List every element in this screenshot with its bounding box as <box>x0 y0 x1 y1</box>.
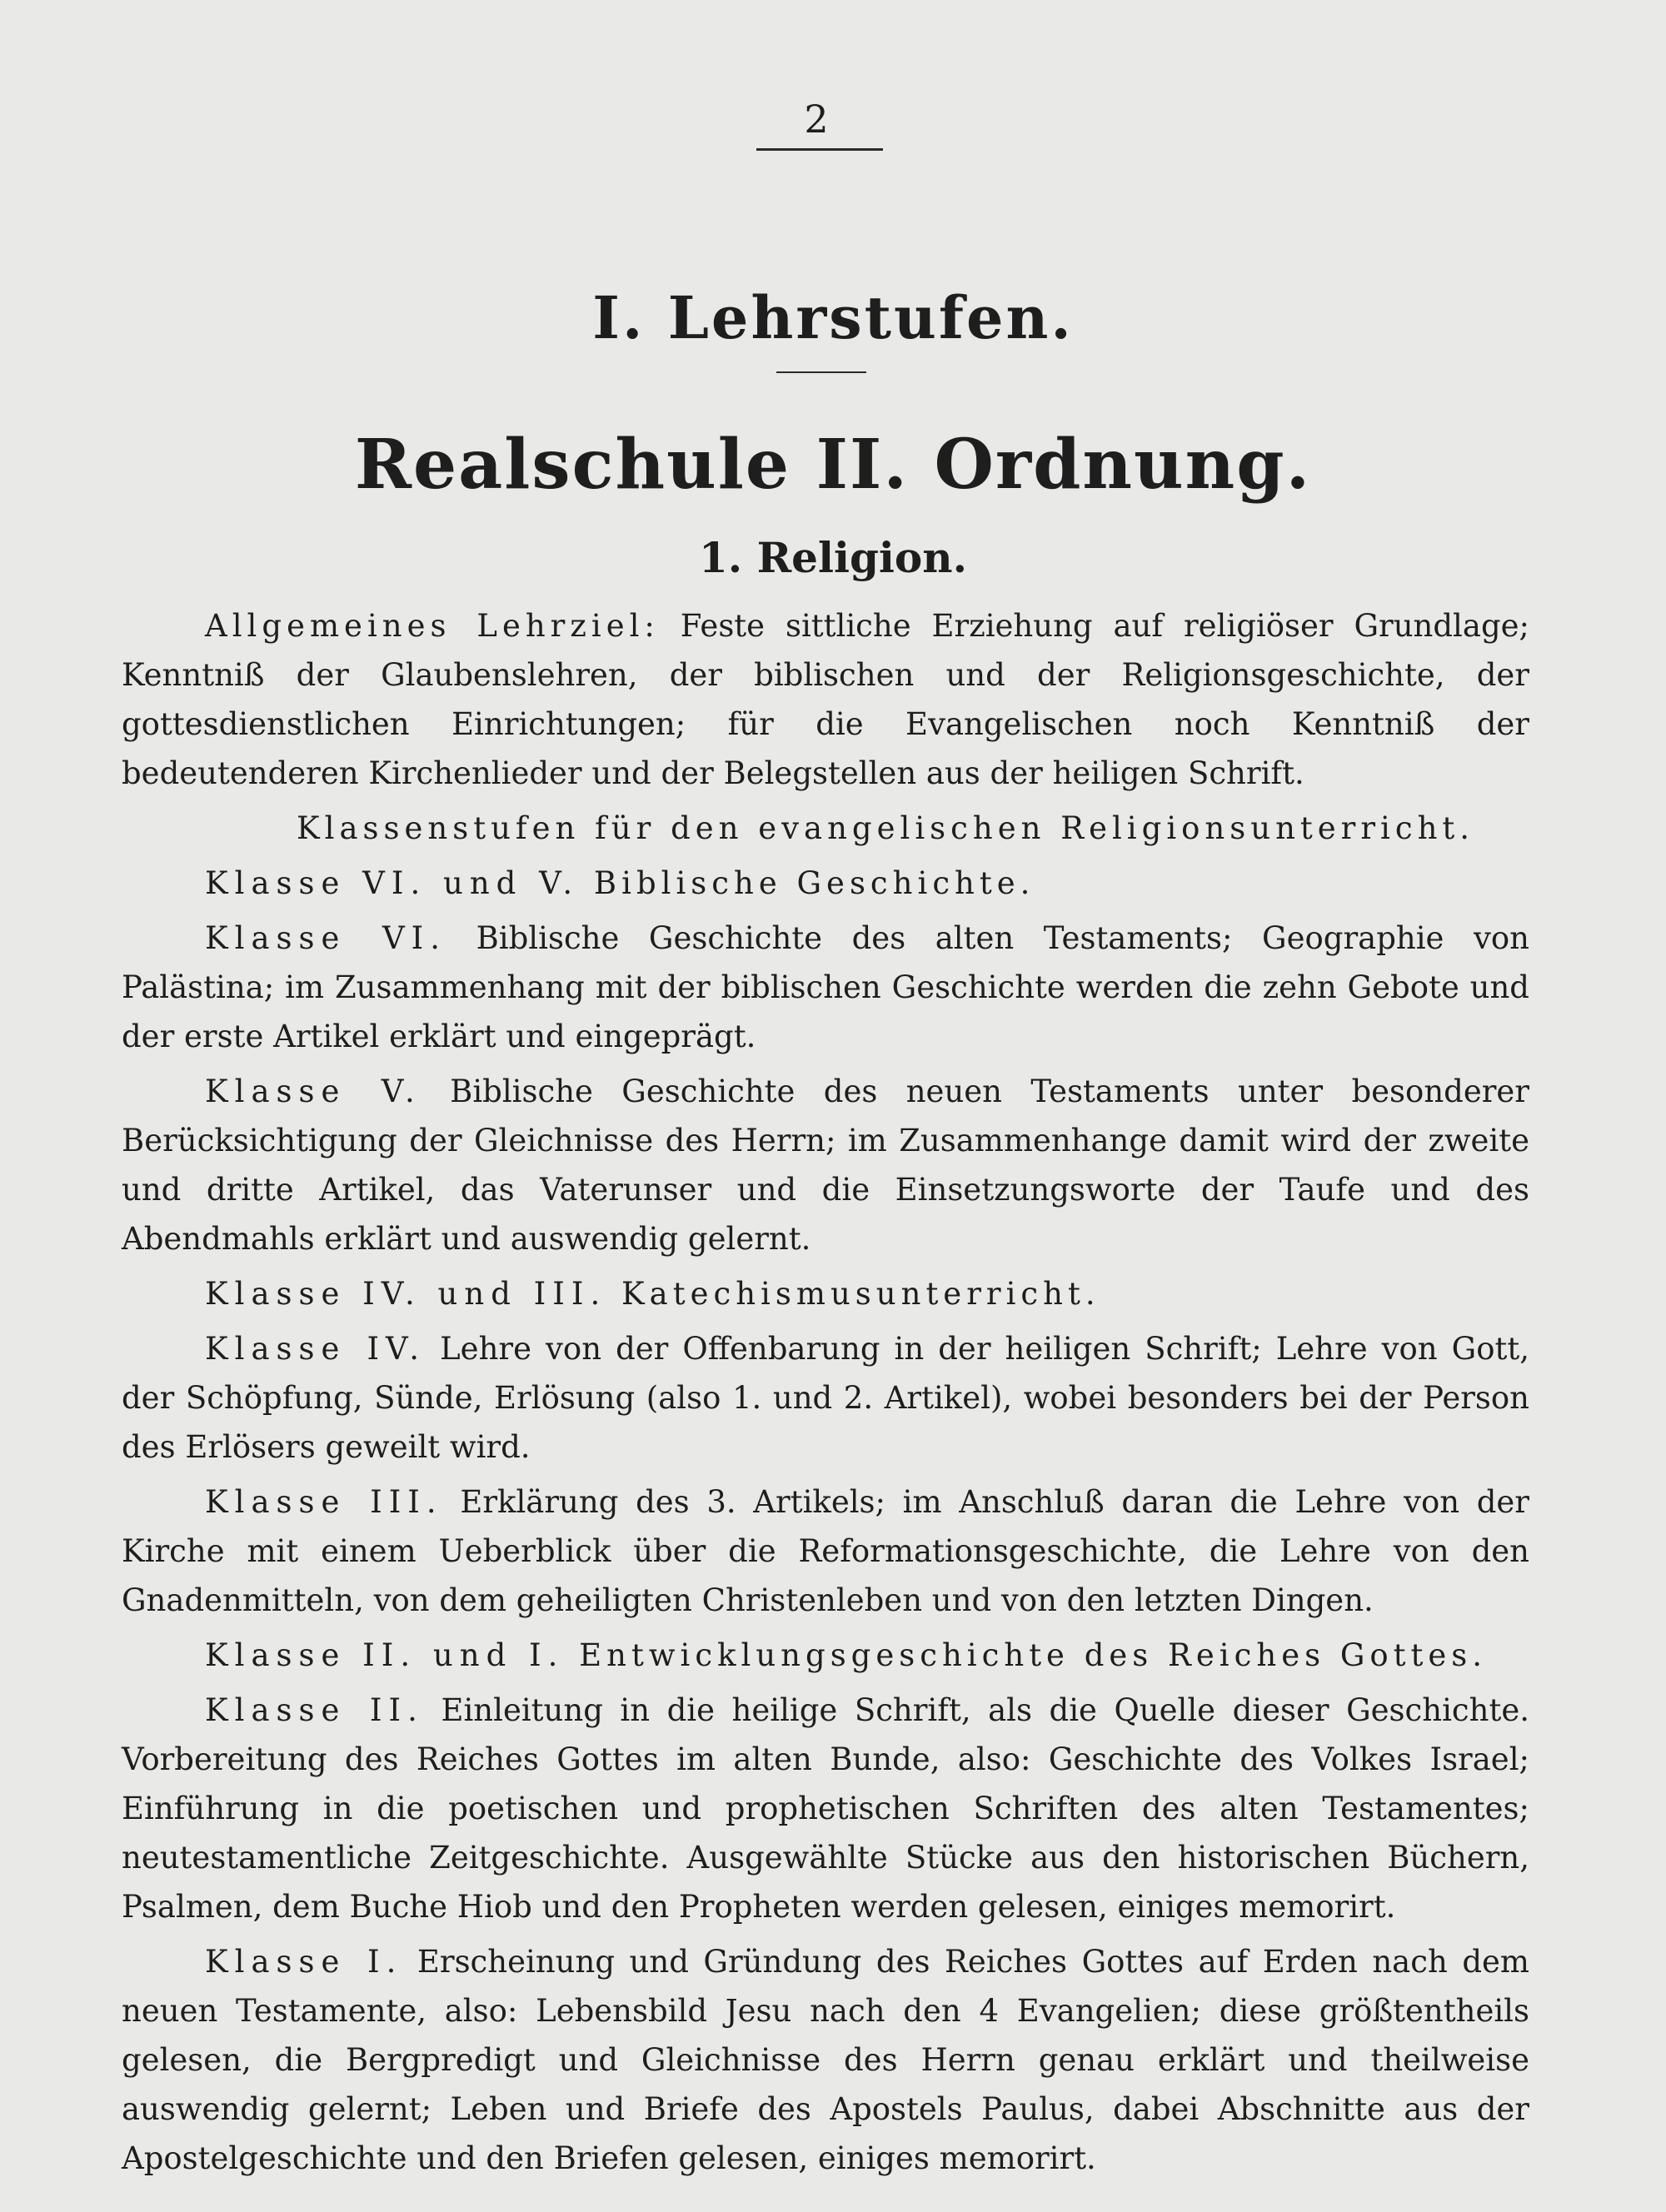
paragraph-lead: Klasse I. <box>205 1944 403 1980</box>
school-title: Realschule II. Ordnung. <box>354 425 1312 505</box>
paragraph-lead: Klasse VI. und V. <box>205 865 580 901</box>
paragraph-text: Einleitung in die heilige Schrift, als die Quelle dieser Geschichte. Vorbereitung des Reiches Gottes im alten Bunde, also: Geschichte des Volkes Israel; Einführung in die poetischen und prophetischen Schriften des alten Testamentes; neutestamentliche Zeitgeschichte. Ausgewählte Stücke aus den historischen Büchern, Psalmen, dem Buche Hiob und den Propheten werden gelesen, einiges memorirt. <box>122 1692 1529 1925</box>
paragraph-lead: Klasse IV. <box>205 1331 426 1367</box>
paragraph-text: Biblische Geschichte. <box>579 865 1035 901</box>
paragraph-klasse-vi-v <box>122 859 1529 908</box>
paragraph-lehrziel <box>122 601 1529 798</box>
paragraph-lead: Klasse III. <box>205 1484 443 1520</box>
paragraph-lead: Klasse VI. <box>205 920 447 956</box>
paragraph-klasse-iv <box>122 1324 1529 1472</box>
paragraph-lead: Klasse V. <box>205 1074 421 1109</box>
paragraph-text: Erscheinung und Gründung des Reiches Gottes auf Erden nach dem neuen Testamente, also: Lebensbild Jesu nach den 4 Evangelien; diese größtentheils gelesen, die Bergpredigt und Gleichnisse des Herrn genau erklärt und theilweise auswendig gelernt; Leben und Briefe des Apostels Paulus, dabei Abschnitte aus der Apostelgeschichte und den Briefen gelesen, einiges memorirt. <box>122 1944 1529 2176</box>
paragraph-klasse-i <box>122 1937 1529 2183</box>
paragraph-lead: Allgemeines Lehrziel: <box>205 608 660 644</box>
paragraph-klassenstufen <box>122 804 1529 853</box>
paragraph-klasse-iii <box>122 1477 1529 1625</box>
paragraph-text: Erklärung des 3. Artikels; im Anschluß daran die Lehre von der Kirche mit einem Ueberblick über die Reformationsgeschichte, die Lehre von den Gnadenmitteln, von dem geheiligten Christenleben und von den letzten Dingen. <box>122 1484 1529 1618</box>
section-rule <box>776 371 866 373</box>
paragraph-text: Biblische Geschichte des neuen Testaments unter besonderer Berücksichtigung der Gleichnisse des Herrn; im Zusammenhange damit wird der zweite und dritte Artikel, das Vaterunser und die Einsetzungsworte der Taufe und des Abendmahls erklärt und auswendig gelernt. <box>122 1074 1529 1257</box>
paragraph-text: Feste sittliche Erziehung auf religiöser Grundlage; Kenntniß der Glaubenslehren, der biblischen und der Religionsgeschichte, der gottesdienstlichen Einrichtungen; für die Evangelischen noch Kenntniß der bedeutenderen Kirchenlieder und der Belegstellen aus der heiligen Schrift. <box>122 608 1529 791</box>
section-title: I. Lehrstufen. <box>592 283 1074 352</box>
paragraph-text: Katechismusunterricht. <box>606 1276 1100 1312</box>
paragraph-text: Entwicklungsgeschichte des Reiches Gottes. <box>564 1637 1488 1673</box>
paragraph-lead: Klassenstufen für den evangelischen Religionsunterricht. <box>297 810 1475 846</box>
body-text <box>122 601 1529 2189</box>
subject-title: 1. Religion. <box>698 533 968 582</box>
paragraph-klasse-ii-i <box>122 1631 1529 1680</box>
top-rule <box>756 148 883 151</box>
paragraph-text: Lehre von der Offenbarung in der heiligen Schrift; Lehre von Gott, der Schöpfung, Sünde, Erlösung (also 1. und 2. Artikel), wobei besonders bei der Person des Erlösers geweilt wird. <box>122 1331 1530 1465</box>
paragraph-klasse-vi <box>122 914 1529 1061</box>
paragraph-lead: Klasse II. <box>205 1692 424 1728</box>
paragraph-lead: Klasse IV. und III. <box>205 1276 607 1312</box>
paragraph-lead: Klasse II. und I. <box>205 1637 565 1673</box>
paragraph-klasse-iv-iii <box>122 1269 1529 1318</box>
paragraph-text: Biblische Geschichte des alten Testaments; Geographie von Palästina; im Zusammenhang mit der biblischen Geschichte werden die zehn Gebote und der erste Artikel erklärt und eingeprägt. <box>122 920 1529 1054</box>
page-number: 2 <box>804 97 829 142</box>
paragraph-klasse-ii <box>122 1686 1529 1931</box>
paragraph-klasse-v <box>122 1067 1529 1263</box>
